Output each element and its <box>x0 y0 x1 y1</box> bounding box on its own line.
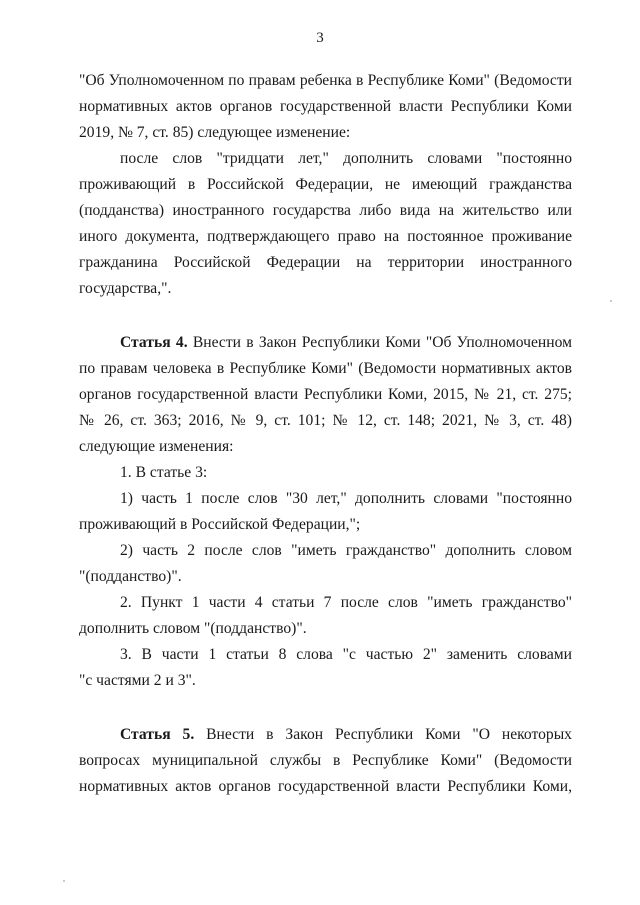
text-line: по правам человека в Республике Коми" (Ведомости нормативных актов <box>79 360 572 377</box>
text-line: (подданства) иностранного государства либо вида на жительство или <box>79 202 572 219</box>
scan-speck <box>63 880 65 882</box>
text-line: "(подданство)". <box>79 568 182 585</box>
list-item: 2) часть 2 после слов "иметь гражданство" дополнить словом <box>120 542 572 559</box>
article-5 <box>79 722 572 800</box>
text-line: дополнить словом "(подданство)". <box>79 620 307 637</box>
text-line: иного документа, подтверждающего право на постоянное проживание <box>79 228 572 245</box>
text-line: "с частями 2 и 3". <box>79 672 196 689</box>
intro-paragraph <box>79 68 572 146</box>
article-4-lead: Внести в Закон Республики Коми "Об Уполномоченном <box>187 334 572 351</box>
list-item: 1. В статье 3: <box>120 464 208 481</box>
article-4 <box>79 330 572 694</box>
amendment-paragraph <box>79 146 572 302</box>
article-4-first-line <box>79 330 572 356</box>
list-item: 3. В части 1 статьи 8 слова "с частью 2" заменить словами <box>120 646 572 663</box>
text-line: гражданина Российской Федерации на территории иностранного <box>79 254 572 271</box>
text-line: нормативных актов органов государственной власти Республики Коми, <box>79 778 572 795</box>
list-item: 2. Пункт 1 части 4 статьи 7 после слов "иметь гражданство" <box>120 594 572 611</box>
article-5-lead: Внести в Закон Республики Коми "О некоторых <box>194 726 572 743</box>
text-line: государства,". <box>79 280 172 297</box>
text-line: после слов "тридцати лет," дополнить словами "постоянно <box>120 150 572 167</box>
article-5-first-line <box>79 722 572 748</box>
article-4-heading: Статья 4. <box>120 334 188 351</box>
text-line: органов государственной власти Республики Коми, 2015, № 21, ст. 275; <box>79 386 572 403</box>
text-line: № 26, ст. 363; 2016, № 9, ст. 101; № 12, ст. 148; 2021, № 3, ст. 48) <box>79 412 572 429</box>
scan-speck <box>610 300 612 302</box>
document-body <box>79 68 572 800</box>
text-line: вопросах муниципальной службы в Республике Коми" (Ведомости <box>79 752 572 769</box>
text-line: "Об Уполномоченном по правам ребенка в Республике Коми" (Ведомости <box>79 72 572 89</box>
text-line: 2019, № 7, ст. 85) следующее изменение: <box>79 124 351 141</box>
article-5-heading: Статья 5. <box>120 726 195 743</box>
text-line: проживающий в Российской Федерации,"; <box>79 516 361 533</box>
list-item: 1) часть 1 после слов "30 лет," дополнить словами "постоянно <box>120 490 572 507</box>
page-number: 3 <box>316 30 324 46</box>
text-line: проживающий в Российской Федерации, не имеющий гражданства <box>79 176 572 193</box>
text-line: нормативных актов органов государственной власти Республики Коми <box>79 98 572 115</box>
text-line: следующие изменения: <box>79 438 234 455</box>
